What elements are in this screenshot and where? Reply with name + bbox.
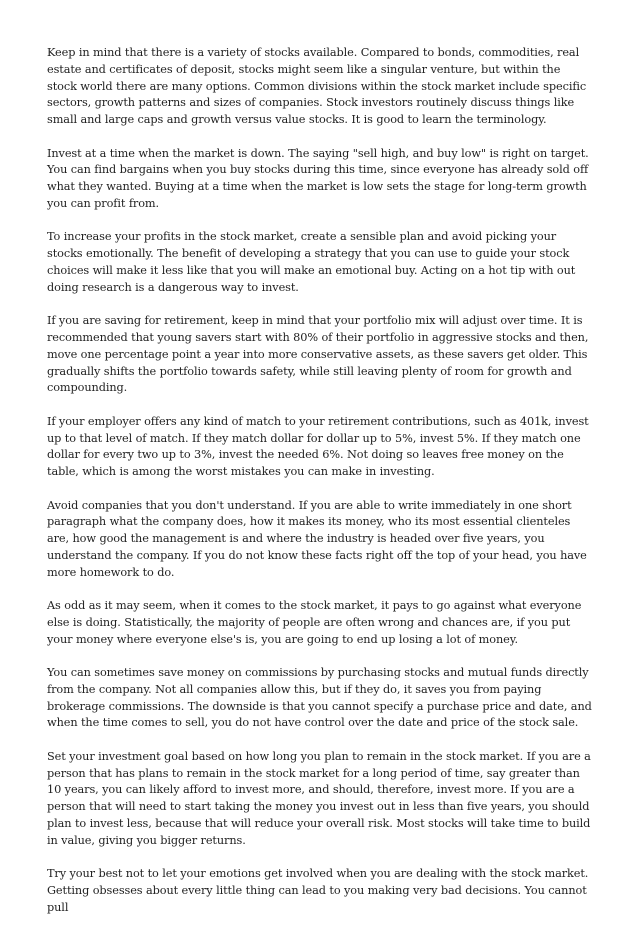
document-page (47, 45, 593, 933)
paragraph-investment-goal: Set your investment goal based on how long you plan to remain in the stock market. If you are a person that has plans to remain in the stock market for a long period of time, say greater than 10 years, you can likely afford to invest more, and should, therefore, invest more. If you are a person that will need to start taking the money you invest out in less than five years, you should plan to invest less, because that will reduce your overall risk. Most stocks will take time to build in value, giving you bigger returns. (47, 749, 591, 847)
paragraph-sensible-plan: To increase your profits in the stock market, create a sensible plan and avoid picking your stocks emotionally. The benefit of developing a strategy that you can use to guide your stock choices will make it less like that you will make an emotional buy. Acting on a hot tip with out doing research is a dangerous way to invest. (47, 230, 576, 294)
paragraph-go-against-crowd: As odd as it may seem, when it comes to the stock market, it pays to go against what everyone else is doing. Statistically, the majority of people are often wrong and chances are, if you put your money where everyone else's is, you are going to end up losing a lot of money. (47, 599, 582, 646)
paragraph-retirement-mix: If you are saving for retirement, keep in mind that your portfolio mix will adjust over time. It is recommended that young savers start with 80% of their portfolio in aggressive stocks and then, move one percentage point a year into more conservative assets, as these savers get older. This gradually shifts the portfolio towards safety, while still leaving plenty of room for growth and compounding. (47, 314, 589, 395)
paragraph-employer-match: If your employer offers any kind of match to your retirement contributions, such as 401k, invest up to that level of match. If they match dollar for dollar up to 5%, invest 5%. If they match one dollar for every two up to 3%, invest the needed 6%. Not doing so leaves free money on the table, which is among the worst mistakes you can make in investing. (47, 414, 589, 479)
paragraph-stock-variety: Keep in mind that there is a variety of stocks available. Compared to bonds, commodities, real estate and certificates of deposit, stocks might seem like a singular venture, but within the stock world there are many options. Common divisions within the stock market include specific sectors, growth patterns and sizes of companies. Stock investors routinely discuss things like small and large caps and growth versus value stocks. It is good to learn the terminology. (47, 46, 587, 127)
paragraph-buy-low: Invest at a time when the market is down. The saying "sell high, and buy low" is right on target. You can find bargains when you buy stocks during this time, since everyone has already sold off what they wanted. Buying at a time when the market is low sets the stage for long-term growth you can profit from. (47, 146, 589, 210)
paragraph-emotions: Try your best not to let your emotions get involved when you are dealing with the stock market. Getting obsesses about every little thing can lead to you making very bad decisions. You cannot pull (47, 867, 589, 914)
paragraph-commissions: You can sometimes save money on commissions by purchasing stocks and mutual funds directly from the company. Not all companies allow this, but if they do, it saves you from paying brokerage commissions. The downside is that you cannot specify a purchase price and date, and when the time comes to sell, you do not have control over the date and price of the stock sale. (47, 666, 592, 730)
paragraph-understand-companies: Avoid companies that you don't understand. If you are able to write immediately in one short paragraph what the company does, how it makes its money, who its most essential clienteles are, how good the management is and where the industry is headed over five years, you understand the company. If you do not know these facts right off the top of your head, you have more homework to do. (47, 498, 587, 579)
